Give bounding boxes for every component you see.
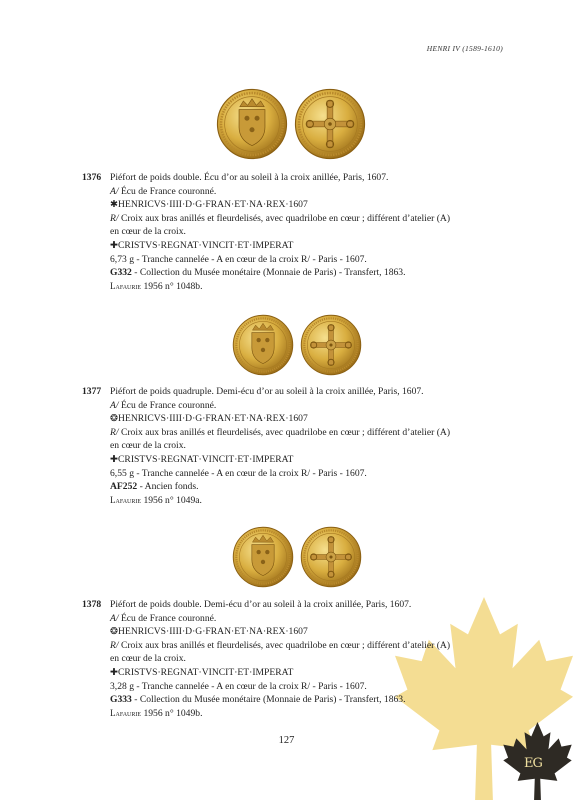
reference-line — [82, 693, 502, 707]
entry-title-line — [82, 171, 502, 185]
reverse-line — [82, 639, 502, 653]
reverse-legend: ✚CRISTVS·REGNAT·VINCIT·ET·IMPERAT — [110, 666, 294, 678]
reverse-sign: R/ — [110, 639, 119, 651]
reverse-sign: R/ — [110, 212, 119, 224]
reverse-line — [82, 212, 502, 226]
entry-title: Piéfort de poids double. Demi-écu d’or au soleil à la croix anillée, Paris, 1607. — [110, 599, 412, 610]
catalogue-entry-1376 — [82, 171, 502, 293]
page-number: 127 — [278, 735, 295, 746]
reverse-legend: ✚CRISTVS·REGNAT·VINCIT·ET·IMPERAT — [110, 453, 294, 465]
reference-code: G332 — [110, 267, 132, 279]
obverse-sign: A/ — [110, 399, 119, 411]
coin-reverse-image — [300, 526, 362, 588]
reverse-description: Croix aux bras anillés et fleurdelisés, avec quadrilobe en cœur ; différent d’atelier (A) — [120, 426, 451, 438]
weight-line: 3,28 g - Tranche cannelée - A en cœur de la croix R/ - Paris - 1607. — [110, 680, 367, 692]
obverse-line — [82, 185, 502, 199]
entry-title-line — [82, 598, 502, 612]
entry-title-line — [82, 385, 502, 399]
entry-title: Piéfort de poids quadruple. Demi-écu d’or au soleil à la croix anillée, Paris, 1607. — [110, 386, 424, 397]
reference-code: AF252 — [110, 481, 138, 493]
reverse-sign: R/ — [110, 426, 119, 438]
obverse-description: Écu de France couronné. — [120, 612, 217, 624]
entry-title: Piéfort de poids double. Écu d’or au soleil à la croix anillée, Paris, 1607. — [110, 172, 389, 183]
obverse-sign: A/ — [110, 612, 119, 624]
reverse-description: Croix aux bras anillés et fleurdelisés, avec quadrilobe en cœur ; différent d’atelier (A) — [120, 212, 451, 224]
reverse-description-continued: en cœur de la croix. — [110, 440, 186, 452]
literature-text: 1956 n° 1049b. — [141, 707, 203, 719]
coin-images-1377 — [232, 314, 362, 376]
reverse-line — [82, 426, 502, 440]
obverse-description: Écu de France couronné. — [120, 399, 217, 411]
obverse-description: Écu de France couronné. — [120, 185, 217, 197]
entry-number: 1377 — [82, 386, 102, 397]
reference-text: - Collection du Musée monétaire (Monnaie de Paris) - Transfert, 1863. — [131, 267, 406, 279]
reference-code: G333 — [110, 694, 132, 706]
literature-author: Lafaurie — [110, 494, 142, 505]
catalogue-entry-1378 — [82, 598, 502, 720]
coin-reverse-image — [300, 314, 362, 376]
literature-author: Lafaurie — [110, 280, 142, 291]
obverse-legend: ❂HENRICVS·IIII·D·G·FRAN·ET·NA·REX·1607 — [110, 626, 308, 638]
literature-line — [82, 494, 502, 508]
obverse-line — [82, 399, 502, 413]
obverse-line — [82, 612, 502, 626]
literature-text: 1956 n° 1049a. — [141, 494, 202, 506]
reverse-description-continued: en cœur de la croix. — [110, 226, 186, 238]
literature-line — [82, 280, 502, 294]
catalogue-entry-1377 — [82, 385, 502, 507]
entry-number: 1378 — [82, 599, 102, 610]
obverse-legend: ✱HENRICVS·IIII·D·G·FRAN·ET·NA·REX·1607 — [110, 199, 308, 211]
reference-line — [82, 480, 502, 494]
coin-reverse-image — [294, 88, 366, 160]
weight-line: 6,73 g - Tranche cannelée - A en cœur de la croix R/ - Paris - 1607. — [110, 253, 367, 265]
reverse-description: Croix aux bras anillés et fleurdelisés, avec quadrilobe en cœur ; différent d’atelier (A) — [120, 639, 451, 651]
running-head: HENRI IV (1589-1610) — [426, 44, 503, 53]
entry-number: 1376 — [82, 172, 102, 183]
obverse-sign: A/ — [110, 185, 119, 197]
literature-author: Lafaurie — [110, 707, 142, 718]
obverse-legend: ❂HENRICVS·IIII·D·G·FRAN·ET·NA·REX·1607 — [110, 413, 308, 425]
literature-line — [82, 707, 502, 721]
reference-line — [82, 266, 502, 280]
weight-line: 6,55 g - Tranche cannelée - A en cœur de la croix R/ - Paris - 1607. — [110, 467, 367, 479]
eg-logo-text: EG — [524, 756, 542, 771]
reverse-description-continued: en cœur de la croix. — [110, 653, 186, 665]
coin-obverse-image — [232, 314, 294, 376]
reverse-legend: ✚CRISTVS·REGNAT·VINCIT·ET·IMPERAT — [110, 239, 294, 251]
coin-obverse-image — [232, 526, 294, 588]
reference-text: - Collection du Musée monétaire (Monnaie de Paris) - Transfert, 1863. — [131, 694, 406, 706]
literature-text: 1956 n° 1048b. — [141, 280, 203, 292]
coin-obverse-image — [216, 88, 288, 160]
coin-images-1376 — [216, 88, 366, 160]
coin-images-1378 — [232, 526, 362, 588]
reference-text: - Ancien fonds. — [137, 481, 199, 493]
